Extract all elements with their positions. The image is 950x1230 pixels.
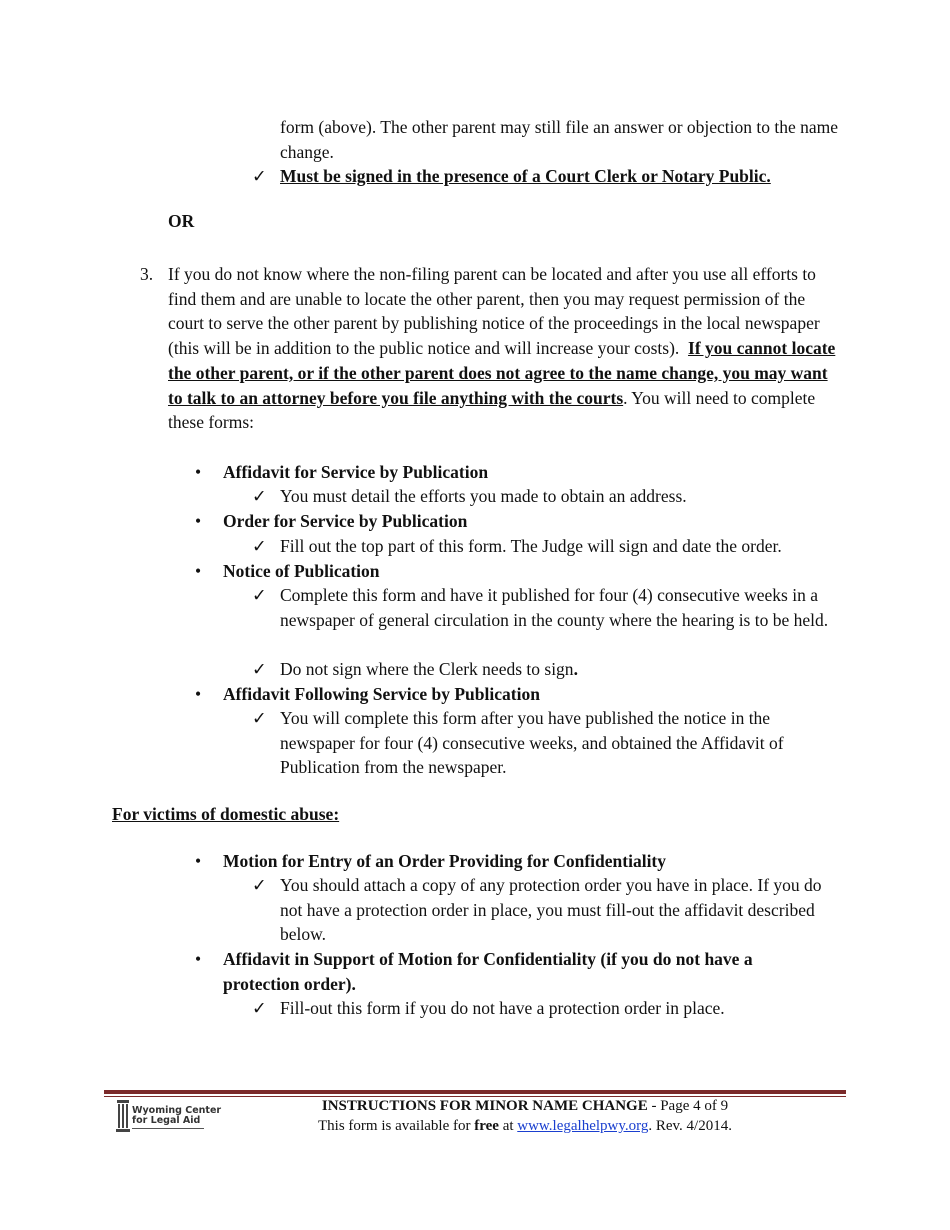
bullet-icon: •: [195, 561, 202, 581]
or-label: OR: [168, 211, 195, 231]
item-3-end: . You will need to complete these forms:: [168, 387, 816, 433]
checkmark-icon: ✓: [252, 875, 267, 895]
logo-line-1: Wyoming Center: [132, 1105, 222, 1116]
form-note: Fill-out this form if you do not have a protection order in place.: [280, 998, 725, 1018]
form-note: Complete this form and have it published for four (4) consecutive weeks in a newspaper of general circulation in the county where the hearing is to be held.: [280, 585, 829, 630]
form-title: Affidavit for Service by Publication: [223, 462, 489, 482]
form-note: Fill out the top part of this form. The Judge will sign and date the order.: [280, 536, 782, 556]
logo-line-2: for Legal Aid: [132, 1115, 201, 1126]
item-number: 3.: [140, 264, 154, 284]
checkmark-icon: ✓: [252, 659, 267, 679]
pillar-logo-icon: [116, 1100, 130, 1134]
signature-requirement: Must be signed in the presence of a Court Clerk or Notary Public.: [280, 166, 771, 186]
bold-period: .: [573, 659, 578, 679]
form-title: Notice of Publication: [223, 561, 380, 581]
footer-title-line: [240, 1096, 810, 1116]
form-title: Motion for Entry of an Order Providing for Confidentiality: [223, 851, 667, 871]
checkmark-icon: ✓: [252, 585, 267, 605]
clerk-note: Do not sign where the Clerk needs to sign: [280, 659, 574, 679]
checkmark-icon: ✓: [252, 998, 267, 1018]
form-note: You will complete this form after you have published the notice in the newspaper for four (4) consecutive weeks, and obtained the Affidavit of Publication from the newspaper.: [280, 708, 784, 778]
logo-text: [132, 1106, 221, 1126]
checkmark-icon: ✓: [252, 166, 267, 186]
footer-availability-line: [240, 1116, 810, 1136]
logo: [112, 1098, 222, 1134]
footer: [240, 1096, 810, 1136]
form-note: You should attach a copy of any protection order you have in place. If you do not have a protection order in place, you must fill-out the affidavit described below.: [280, 875, 822, 945]
website-link[interactable]: www.legalhelpwy.org: [517, 1118, 649, 1134]
attorney-warning: If you cannot locate the other parent, or if the other parent does not agree to the name change, you may want to talk to an attorney before you file anything with the courts: [168, 338, 836, 408]
checkmark-icon: ✓: [252, 708, 267, 728]
revision-text: . Rev. 4/2014.: [648, 1118, 732, 1134]
page-number: - Page 4 of 9: [647, 1098, 729, 1114]
bullet-icon: •: [195, 462, 202, 482]
checkmark-icon: ✓: [252, 486, 267, 506]
section-heading-domestic-abuse: For victims of domestic abuse:: [112, 804, 340, 824]
item-3-plain: If you do not know where the non-filing parent can be located and after you use all efforts to find them and are unable to locate the other parent, then you may request permission of the court to serve the other parent by publishing notice of the proceedings in the local newspaper (this will be in addition to the public notice and will increase your costs).: [168, 264, 820, 359]
form-title: Affidavit in Support of Motion for Confidentiality (if you do not have a: [223, 949, 753, 969]
at-text: at: [498, 1118, 518, 1134]
item-3-text: [168, 262, 840, 435]
bullet-icon: •: [195, 511, 202, 531]
form-title: Order for Service by Publication: [223, 511, 468, 531]
form-note: [280, 657, 840, 682]
footer-rule: [104, 1090, 846, 1094]
bullet-icon: •: [195, 851, 202, 871]
logo-underline: [132, 1128, 204, 1129]
bullet-icon: •: [195, 684, 202, 704]
free-text: free: [474, 1118, 499, 1134]
form-note: You must detail the efforts you made to obtain an address.: [280, 486, 687, 506]
form-title: Affidavit Following Service by Publication: [223, 684, 540, 704]
bullet-icon: •: [195, 949, 202, 969]
checkmark-icon: ✓: [252, 536, 267, 556]
form-title-line2: protection order).: [223, 973, 356, 994]
document-title: INSTRUCTIONS FOR MINOR NAME CHANGE: [321, 1098, 648, 1114]
availability-text: This form is available for: [318, 1118, 475, 1134]
continuation-paragraph: form (above). The other parent may still file an answer or objection to the name change.: [280, 117, 839, 162]
